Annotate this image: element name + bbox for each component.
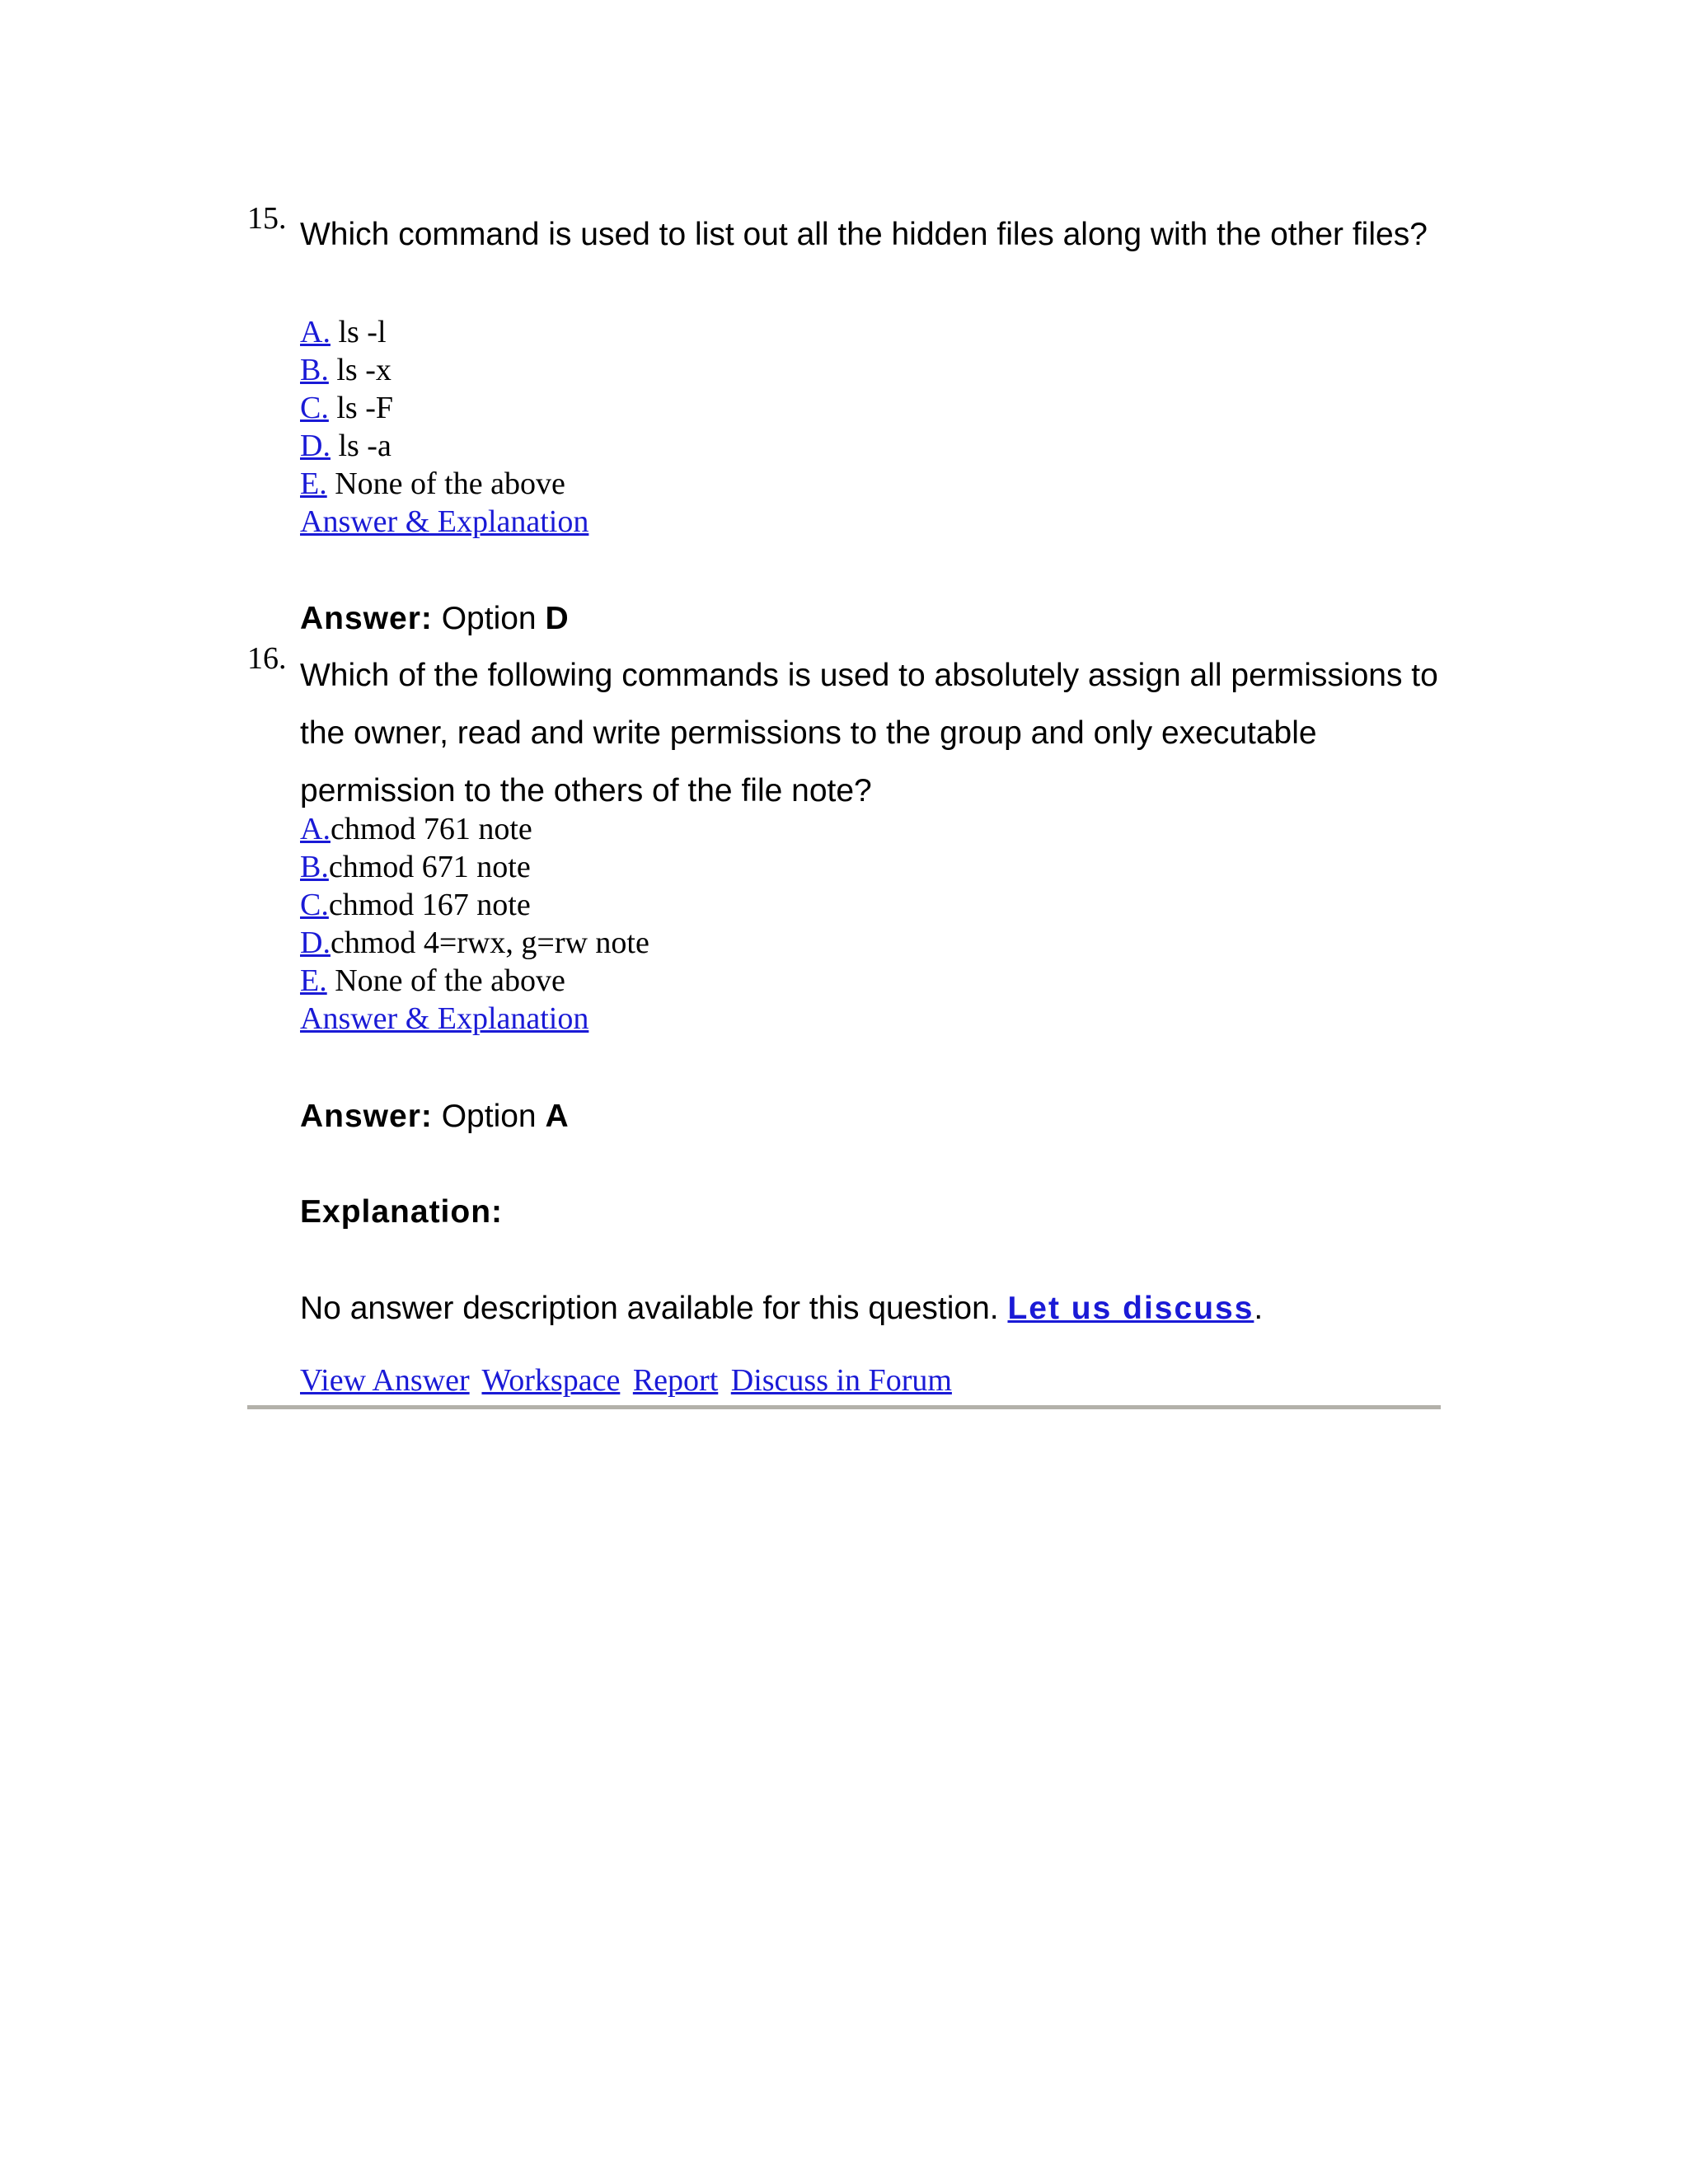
- answer-value: D: [545, 601, 569, 636]
- option-e: [300, 465, 588, 503]
- option-e: [300, 962, 649, 1000]
- option-c-link[interactable]: C.: [300, 391, 329, 425]
- option-a: [300, 313, 588, 351]
- answer-explanation-row: [300, 503, 588, 541]
- view-answer-link[interactable]: View Answer: [300, 1363, 470, 1398]
- answer-prefix: Option: [441, 601, 537, 636]
- option-a-link[interactable]: A.: [300, 315, 331, 349]
- discuss-in-forum-link[interactable]: Discuss in Forum: [730, 1363, 952, 1398]
- option-e-link[interactable]: E.: [300, 466, 327, 501]
- answer-explanation-link[interactable]: Answer & Explanation: [300, 504, 589, 539]
- let-us-discuss-link[interactable]: Let us discuss: [1007, 1291, 1254, 1326]
- option-e-link[interactable]: E.: [300, 963, 327, 998]
- option-b-text: chmod 671 note: [328, 850, 531, 884]
- explanation-heading: [300, 1196, 503, 1228]
- option-a-link[interactable]: A.: [300, 812, 331, 846]
- answer-line: [300, 602, 569, 635]
- explanation-text: No answer description available for this question.: [300, 1291, 999, 1326]
- option-a: [300, 810, 649, 848]
- answer-explanation-link[interactable]: Answer & Explanation: [300, 1001, 589, 1036]
- option-e-text: None of the above: [335, 963, 565, 998]
- option-e-text: None of the above: [335, 466, 565, 501]
- options-list: [300, 313, 588, 541]
- option-a-text: ls -l: [338, 315, 387, 349]
- answer-line: [300, 1100, 569, 1132]
- answer-label: Answer:: [300, 1099, 433, 1134]
- footer-links: [300, 1365, 957, 1396]
- answer-prefix: Option: [441, 1099, 537, 1134]
- answer-label: Answer:: [300, 601, 433, 636]
- option-c-link[interactable]: C.: [300, 888, 329, 922]
- option-b-link[interactable]: B.: [300, 850, 329, 884]
- option-d-link[interactable]: D.: [300, 429, 331, 463]
- option-c: [300, 389, 588, 427]
- explanation-end: .: [1254, 1291, 1264, 1326]
- option-d-text: chmod 4=rwx, g=rw note: [330, 926, 649, 960]
- divider: [247, 1405, 1441, 1409]
- question-number: 15.: [247, 201, 287, 236]
- options-list: [300, 810, 649, 1038]
- option-b-link[interactable]: B.: [300, 353, 329, 387]
- option-c-text: chmod 167 note: [328, 888, 531, 922]
- option-c: [300, 886, 649, 924]
- question-text: Which of the following commands is used to absolutely assign all permissions to the owner, read and write permissions to the group and only executable permission to the others of the file note?: [300, 658, 1438, 808]
- report-link[interactable]: Report: [632, 1363, 719, 1398]
- question-text: Which command is used to list out all the hidden files along with the other files?: [300, 217, 1428, 252]
- option-d-text: ls -a: [338, 429, 392, 463]
- option-d: [300, 427, 588, 465]
- explanation-body: [300, 1292, 1263, 1324]
- option-b-text: ls -x: [336, 353, 392, 387]
- explanation-label: Explanation:: [300, 1194, 504, 1230]
- option-b: [300, 351, 588, 389]
- answer-explanation-row: [300, 1000, 649, 1038]
- workspace-link[interactable]: Workspace: [481, 1363, 621, 1398]
- option-b: [300, 848, 649, 886]
- option-c-text: ls -F: [336, 391, 393, 425]
- option-d: [300, 924, 649, 962]
- option-a-text: chmod 761 note: [330, 812, 532, 846]
- answer-value: A: [545, 1099, 569, 1134]
- option-d-link[interactable]: D.: [300, 926, 331, 960]
- question-number: 16.: [247, 641, 287, 676]
